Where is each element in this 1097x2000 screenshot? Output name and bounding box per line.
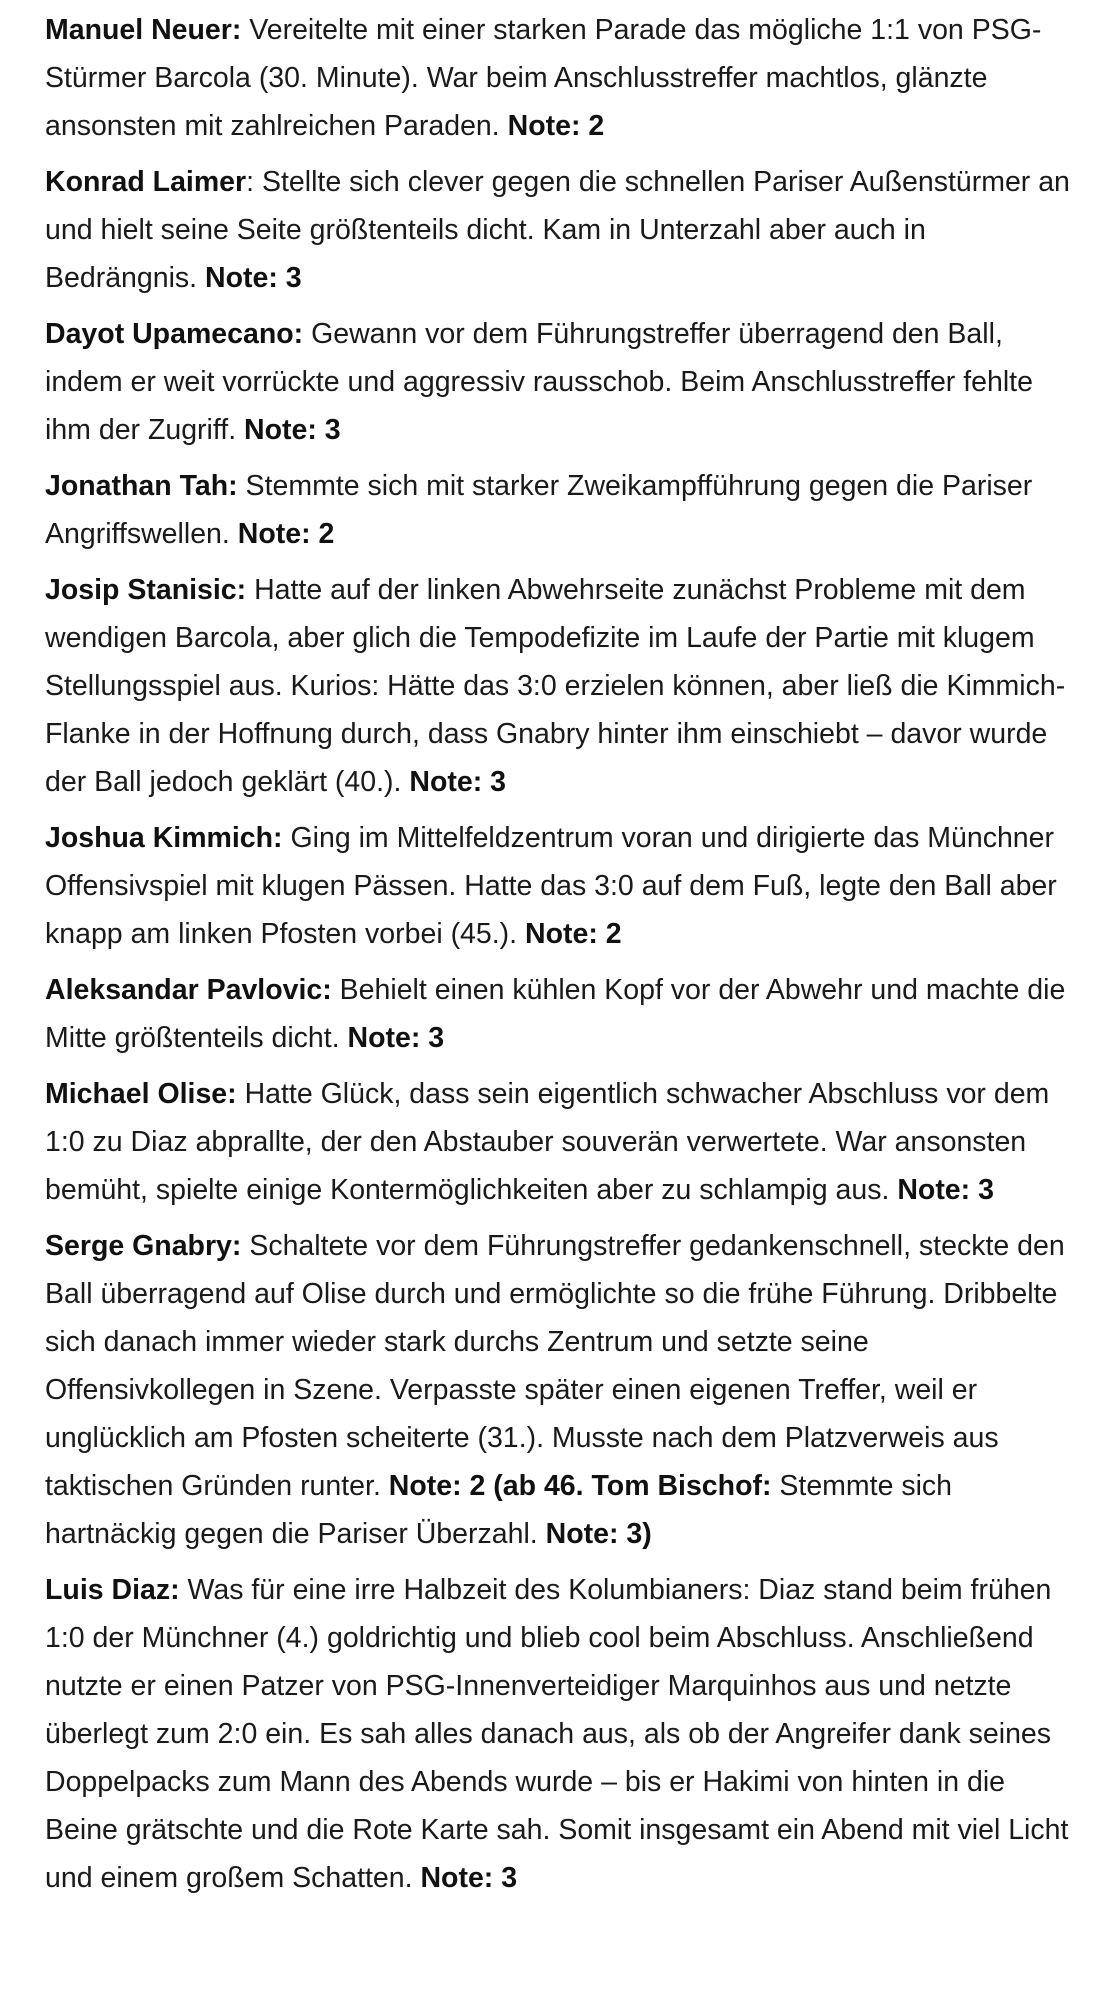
player-assessment: Vereitelte mit einer starken Parade das mögliche 1:1 von PSG-Stürmer Barcola (30. Minute). War beim Anschlusstreffer machtlos, glänzte ansonsten mit zahlreichen Paraden. bbox=[45, 14, 1042, 142]
rating-paragraph-pavlovic bbox=[45, 966, 1085, 1062]
player-name: Joshua Kimmich: bbox=[45, 822, 283, 854]
rating-paragraph-diaz bbox=[45, 1566, 1085, 1902]
player-grade: Note: 3 bbox=[420, 1862, 518, 1894]
rating-paragraph-neuer bbox=[45, 6, 1085, 150]
player-name: Josip Stanisic: bbox=[45, 574, 247, 606]
player-grade: Note: 3 bbox=[347, 1022, 445, 1054]
player-assessment: Schaltete vor dem Führungstreffer gedankenschnell, steckte den Ball überragend auf Olise durch und ermöglichte so die frühe Führung. Dribbelte sich danach immer wieder stark durchs Zentrum und setzte seine Offensivkollegen in Szene. Verpasste später einen eigenen Treffer, weil er unglücklich am Pfosten scheiterte (31.). Musste nach dem Platzverweis aus taktischen Gründen runter. bbox=[45, 1230, 1065, 1502]
player-assessment: Gewann vor dem Führungstreffer überragend den Ball, indem er weit vorrückte und aggressiv rausschob. Beim Anschlusstreffer fehlte ihm der Zugriff. bbox=[45, 318, 1033, 446]
rating-paragraph-tah bbox=[45, 462, 1085, 558]
player-assessment: Hatte auf der linken Abwehrseite zunächst Probleme mit dem wendigen Barcola, aber glich die Tempodefizite im Laufe der Partie mit klugem Stellungsspiel aus. Kurios: Hätte das 3:0 erzielen können, aber ließ die Kimmich-Flanke in der Hoffnung durch, dass Gnabry hinter ihm einschiebt – davor wurde der Ball jedoch geklärt (40.). bbox=[45, 574, 1066, 798]
rating-paragraph-stanisic bbox=[45, 566, 1085, 806]
rating-paragraph-gnabry bbox=[45, 1222, 1085, 1558]
player-name: Serge Gnabry: bbox=[45, 1230, 242, 1262]
player-assessment: : Stellte sich clever gegen die schnellen Pariser Außenstürmer an und hielt seine Seite größtenteils dicht. Kam in Unterzahl aber auch in Bedrängnis. bbox=[45, 166, 1070, 294]
player-grade: Note: 3 bbox=[897, 1174, 994, 1206]
player-name: Dayot Upamecano: bbox=[45, 318, 304, 350]
player-name: Jonathan Tah: bbox=[45, 470, 238, 502]
player-assessment: Hatte Glück, dass sein eigentlich schwacher Abschluss vor dem 1:0 zu Diaz abprallte, der den Abstauber souverän verwertete. War ansonsten bemüht, spielte einige Kontermöglichkeiten aber zu schlampig aus. bbox=[45, 1078, 1050, 1206]
player-ratings-article bbox=[45, 6, 1085, 1910]
player-grade: Note: 3 bbox=[409, 766, 506, 798]
rating-paragraph-upamecano bbox=[45, 310, 1085, 454]
substitute-assessment: Stemmte sich hartnäckig gegen die Pariser Überzahl. bbox=[45, 1470, 953, 1550]
player-grade: Note: 2 bbox=[525, 918, 622, 950]
substitute-grade: Note: 3) bbox=[545, 1518, 652, 1550]
player-name: Luis Diaz: bbox=[45, 1574, 180, 1606]
player-assessment: Was für eine irre Halbzeit des Kolumbianers: Diaz stand beim frühen 1:0 der Münchner (4.) goldrichtig und blieb cool beim Abschluss. Anschließend nutzte er einen Patzer von PSG-Innenverteidiger Marquinhos aus und netzte überlegt zum 2:0 ein. Es sah alles danach aus, als ob der Angreifer dank seines Doppelpacks zum Mann des Abends wurde – bis er Hakimi von hinten in die Beine grätschte und die Rote Karte sah. Somit insgesamt ein Abend mit viel Licht und einem großem Schatten. bbox=[45, 1574, 1069, 1894]
player-grade: Note: 3 bbox=[205, 262, 302, 294]
player-grade: Note: 2 bbox=[388, 1470, 486, 1502]
player-grade: Note: 2 bbox=[237, 518, 335, 550]
rating-paragraph-olise bbox=[45, 1070, 1085, 1214]
player-grade: Note: 2 bbox=[507, 110, 605, 142]
player-name: Manuel Neuer: bbox=[45, 14, 242, 46]
player-assessment: Behielt einen kühlen Kopf vor der Abwehr und machte die Mitte größtenteils dicht. bbox=[45, 974, 1066, 1054]
player-name: Michael Olise: bbox=[45, 1078, 237, 1110]
player-assessment: Ging im Mittelfeldzentrum voran und dirigierte das Münchner Offensivspiel mit klugen Pässen. Hatte das 3:0 auf dem Fuß, legte den Ball aber knapp am linken Pfosten vorbei (45.). bbox=[45, 822, 1057, 950]
player-assessment: Stemmte sich mit starker Zweikampfführung gegen die Pariser Angriffswellen. bbox=[45, 470, 1033, 550]
player-name: Aleksandar Pavlovic: bbox=[45, 974, 332, 1006]
substitute-name: (ab 46. Tom Bischof: bbox=[485, 1470, 772, 1502]
player-grade: Note: 3 bbox=[244, 414, 341, 446]
rating-paragraph-kimmich bbox=[45, 814, 1085, 958]
player-name: Konrad Laimer bbox=[45, 166, 247, 198]
rating-paragraph-laimer bbox=[45, 158, 1085, 302]
